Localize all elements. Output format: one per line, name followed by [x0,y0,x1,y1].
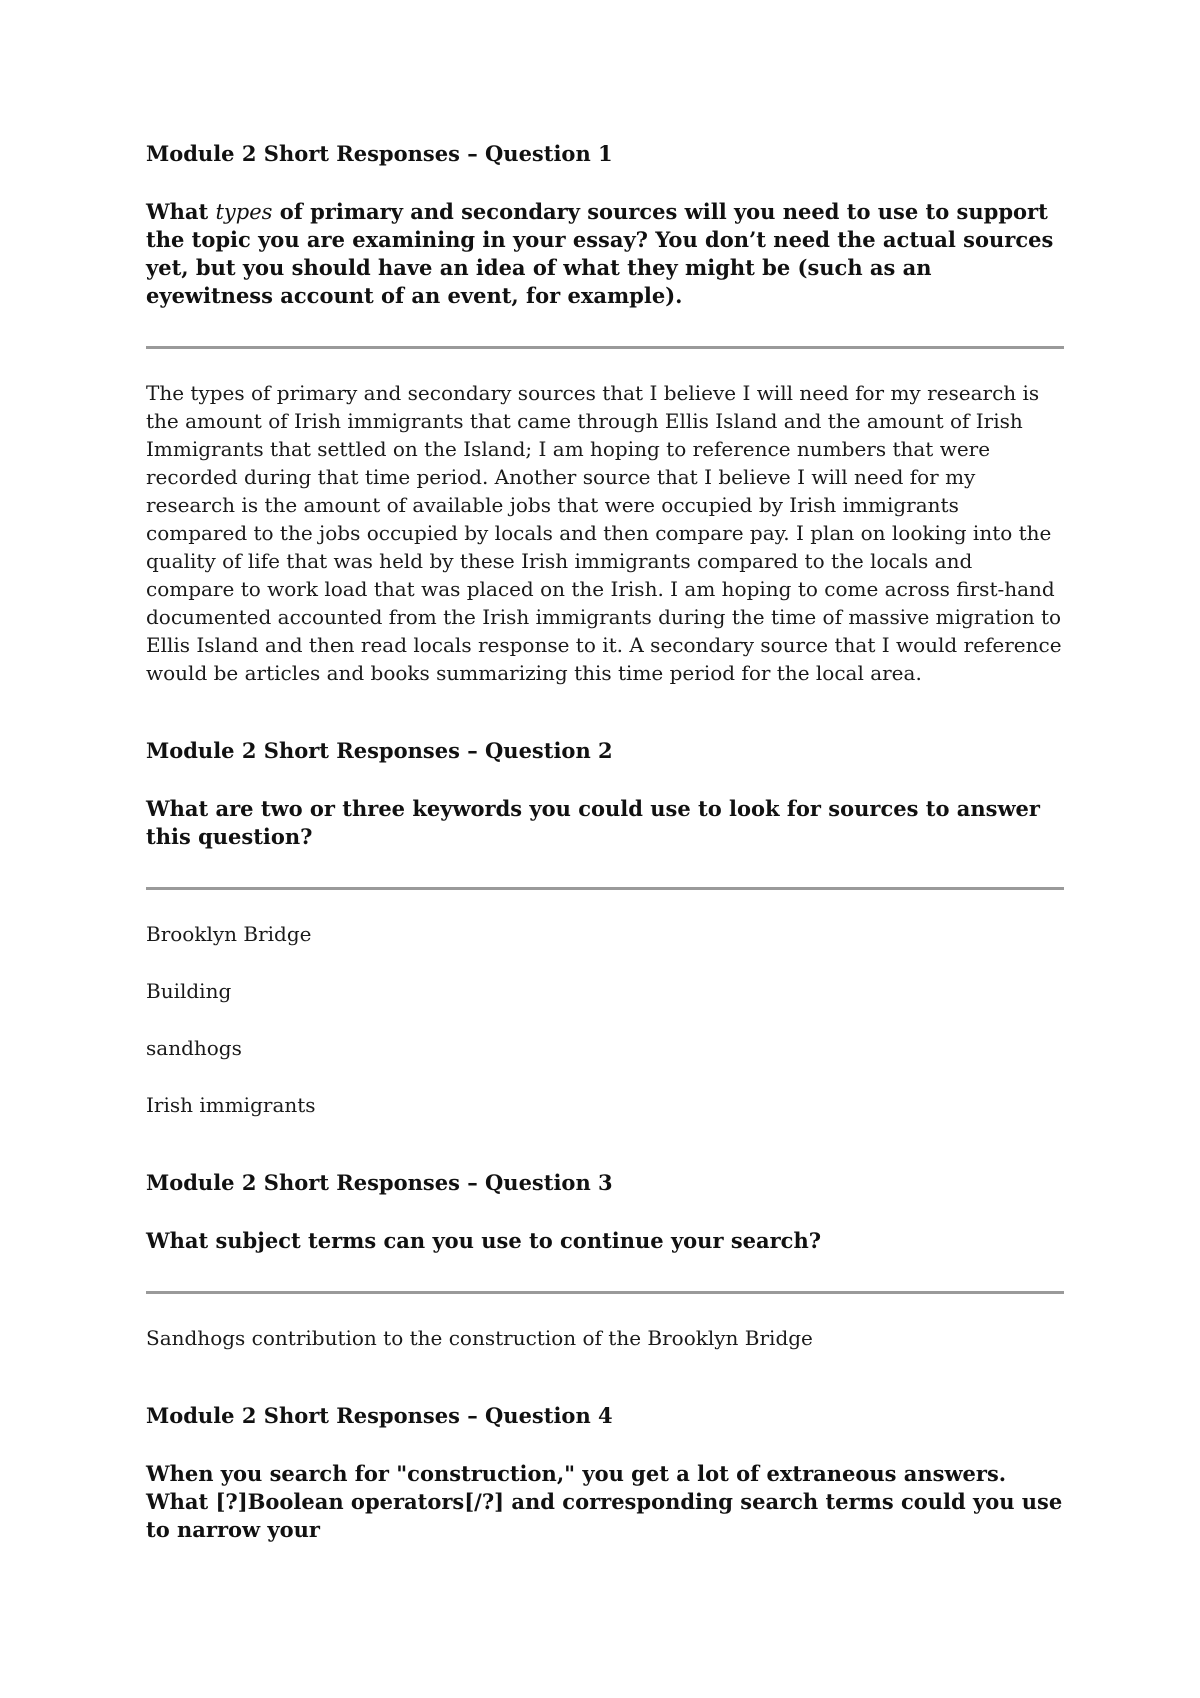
q3-question: What subject terms can you use to continue your search? [146,1228,822,1253]
q1-divider [146,346,1064,349]
q1-question [146,198,1064,310]
q3-answer: Sandhogs contribution to the construction of the Brooklyn Bridge [146,1326,813,1350]
q2-question: What are two or three keywords you could use to look for sources to answer this question? [146,796,1040,849]
q2-divider [146,887,1064,890]
q1-question-em: types [215,200,273,224]
q2-keyword: Brooklyn Bridge [146,922,312,946]
q1-title: Module 2 Short Responses – Question 1 [146,141,613,166]
q2-keyword: Irish immigrants [146,1093,316,1117]
q2-keyword: sandhogs [146,1036,242,1060]
q2-title: Module 2 Short Responses – Question 2 [146,738,613,763]
q4-question: When you search for "construction," you get a lot of extraneous answers. What [?]Boolean operators[/?] and corresponding search terms could you use to narrow your [146,1461,1063,1542]
document-page [146,140,1064,1544]
q3-title: Module 2 Short Responses – Question 3 [146,1170,613,1195]
q3-divider [146,1291,1064,1294]
q1-question-post: of primary and secondary sources will you need to use to support the topic you are examining in your essay? You don’t need the actual sources yet, but you should have an idea of what they might be (such as an eyewitness account of an event, for example). [146,199,1054,308]
q1-question-pre: What [146,199,216,224]
q4-title: Module 2 Short Responses – Question 4 [146,1403,613,1428]
q2-keyword: Building [146,979,232,1003]
q1-answer: The types of primary and secondary sources that I believe I will need for my research is the amount of Irish immigrants that came through Ellis Island and the amount of Irish Immigrants that settled on the Island; I am hoping to reference numbers that were recorded during that time period. Another source that I believe I will need for my research is the amount of available jobs that were occupied by Irish immigrants compared to the jobs occupied by locals and then compare pay. I plan on looking into the quality of life that was held by these Irish immigrants compared to the locals and compare to work load that was placed on the Irish. I am hoping to come across first-hand documented accounted from the Irish immigrants during the time of massive migration to Ellis Island and then read locals response to it. A secondary source that I would reference would be articles and books summarizing this time period for the local area. [146,381,1062,685]
